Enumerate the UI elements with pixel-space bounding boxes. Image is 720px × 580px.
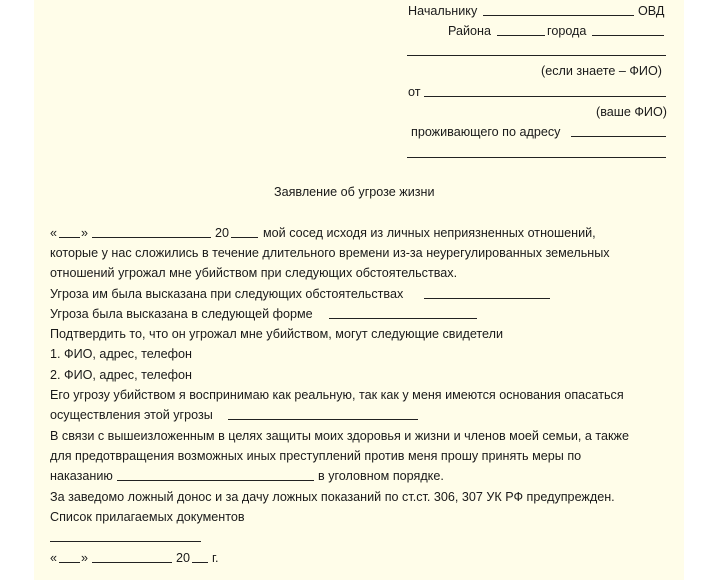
footer-year-suffix: г. <box>212 551 219 565</box>
witnesses-intro: Подтвердить то, что он угрожал мне убийством, могут следующие свидетели <box>50 327 504 341</box>
your-fio-hint: (ваше ФИО) <box>596 105 667 119</box>
body-line-2: которые у нас сложились в течение длительного времени из-за неурегулированных земельных <box>50 246 610 260</box>
threat-circumstances-blank[interactable] <box>424 298 550 299</box>
threat-circumstances-label: Угроза им была высказана при следующих обстоятельствах <box>50 287 404 301</box>
punishment-blank[interactable] <box>117 480 314 481</box>
attachments-label: Список прилагаемых документов <box>50 510 245 524</box>
city-label: города <box>547 24 587 38</box>
footer-day-blank[interactable] <box>59 562 80 563</box>
witness-1: 1. ФИО, адрес, телефон <box>50 347 192 361</box>
address-blank-2[interactable] <box>407 157 666 158</box>
request-line-2: для предотвращения возможных иных преступлений против меня прошу принять меры по <box>50 449 582 463</box>
threat-form-label: Угроза была высказана в следующей форме <box>50 307 313 321</box>
attachments-blank[interactable] <box>50 541 201 542</box>
address-blank-1[interactable] <box>571 136 666 137</box>
date-quote-close: » <box>81 226 89 240</box>
request-line-3a: наказанию <box>50 469 113 483</box>
if-known-fio-hint: (если знаете – ФИО) <box>541 64 662 78</box>
city-blank[interactable] <box>592 35 664 36</box>
document-title: Заявление об угрозе жизни <box>274 185 435 199</box>
district-blank[interactable] <box>497 35 545 36</box>
ovd-label: ОВД <box>638 4 665 18</box>
threat-grounds-blank[interactable] <box>228 419 418 420</box>
false-report-warning: За заведомо ложный донос и за дачу ложных показаний по ст.ст. 306, 307 УК РФ предупрежден. <box>50 490 615 504</box>
body-line-3: отношений угрожал мне убийством при следующих обстоятельствах. <box>50 266 458 280</box>
footer-year-prefix: 20 <box>176 551 191 565</box>
date-year-prefix: 20 <box>215 226 230 240</box>
district-label: Района <box>448 24 491 38</box>
request-line-3b: в уголовном порядке. <box>318 469 444 483</box>
witness-2: 2. ФИО, адрес, телефон <box>50 368 192 382</box>
footer-month-blank[interactable] <box>92 562 172 563</box>
footer-quote-close: » <box>81 551 89 565</box>
footer-quote-open: « <box>50 551 58 565</box>
from-label: от <box>408 85 421 99</box>
body-line-1: мой сосед исходя из личных неприязненных отношений, <box>263 226 596 240</box>
residing-address-label: проживающего по адресу <box>411 125 561 139</box>
threat-form-blank[interactable] <box>329 318 477 319</box>
date-quote-open: « <box>50 226 58 240</box>
request-line-1: В связи с вышеизложенным в целях защиты моих здоровья и жизни и членов моей семьи, а также <box>50 429 629 443</box>
date-year-blank[interactable] <box>231 237 258 238</box>
chief-label: Начальнику <box>408 4 478 18</box>
date-month-blank[interactable] <box>92 237 211 238</box>
real-threat-line-1: Его угрозу убийством я воспринимаю как реальную, так как у меня имеются основания опасаться <box>50 388 624 402</box>
chief-fio-blank[interactable] <box>407 55 666 56</box>
date-day-blank[interactable] <box>59 237 80 238</box>
chief-name-blank[interactable] <box>483 15 634 16</box>
applicant-fio-blank[interactable] <box>424 96 666 97</box>
real-threat-line-2: осуществления этой угрозы <box>50 408 213 422</box>
footer-year-blank[interactable] <box>192 562 208 563</box>
